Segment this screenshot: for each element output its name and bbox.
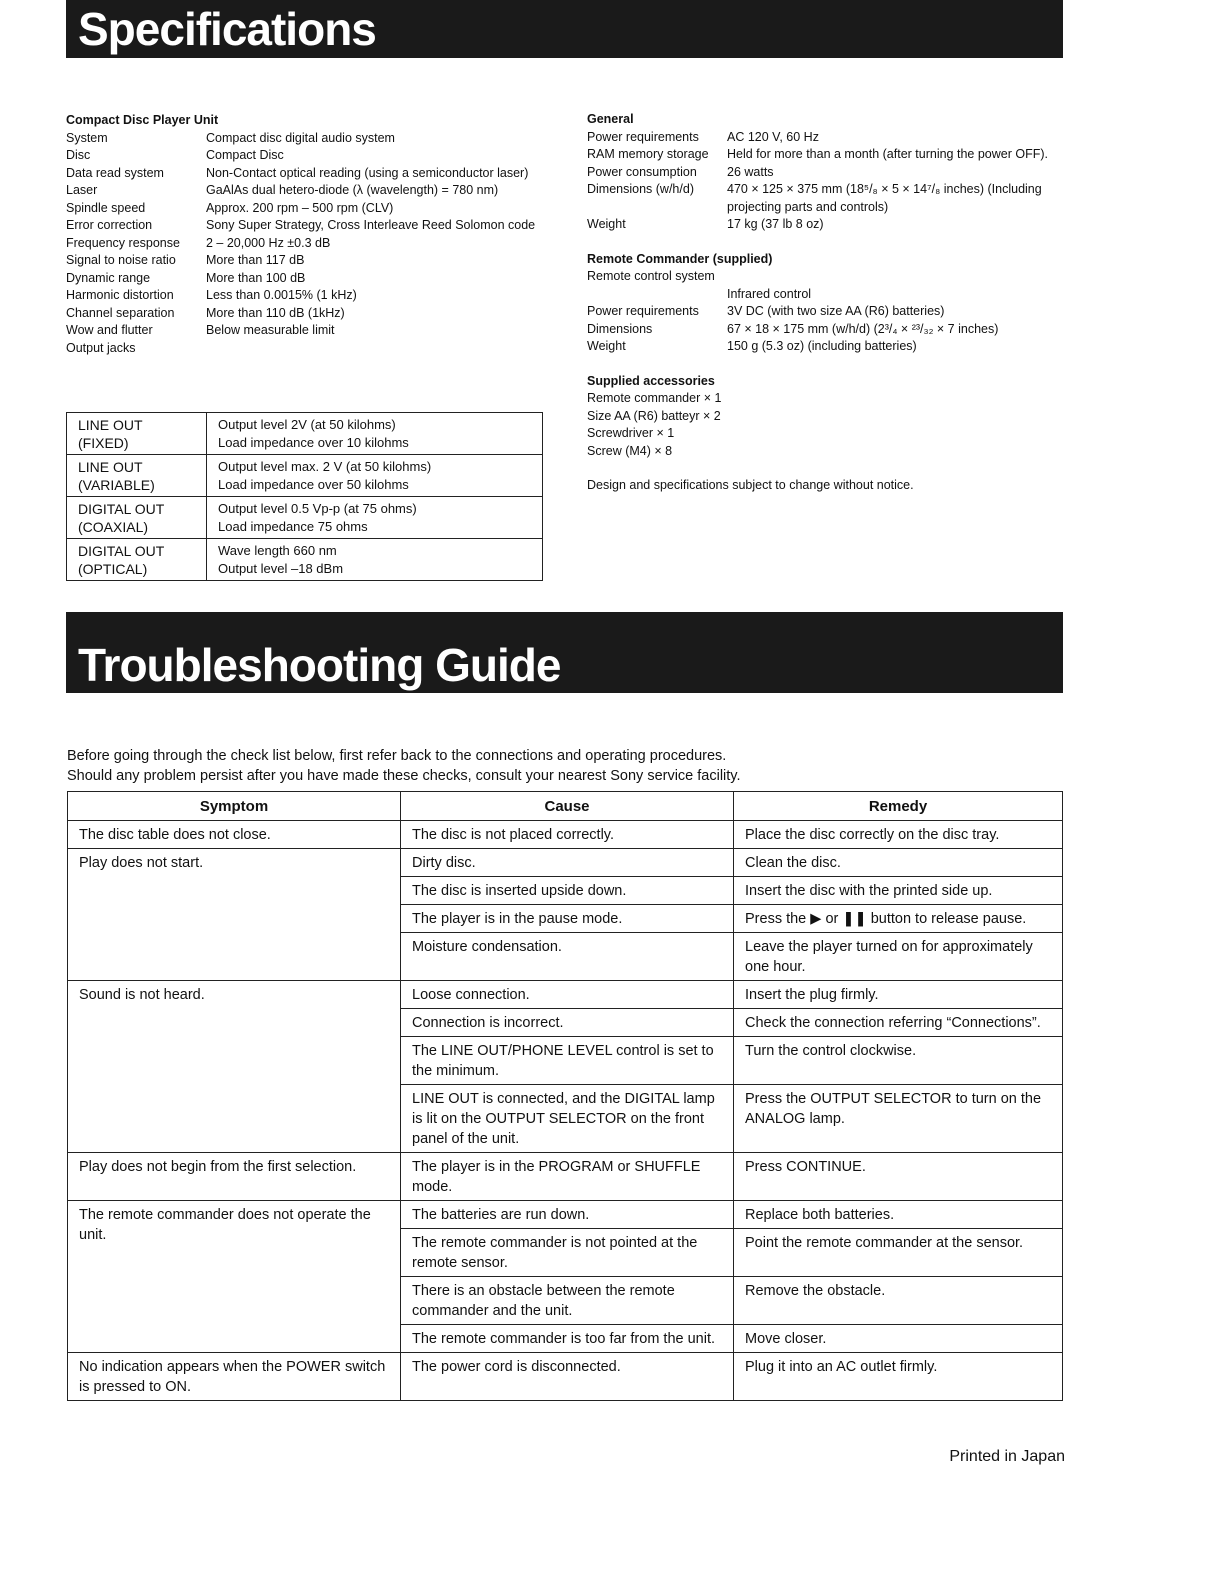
spec-value: 67 × 18 × 175 mm (w/h/d) (2³/₄ × ²³/₃₂ × 7 inches) <box>727 321 999 336</box>
symptom-cell: The remote commander does not operate the unit. <box>68 1201 401 1353</box>
accessories-heading: Supplied accessories <box>587 373 715 388</box>
jack-spec: Output level 0.5 Vp-p (at 75 ohms) <box>218 501 417 516</box>
cause-cell: The disc is inserted upside down. <box>401 877 734 905</box>
table-row <box>68 981 1063 1009</box>
cause-cell: The power cord is disconnected. <box>401 1353 734 1401</box>
jack-row <box>67 413 543 455</box>
spec-value: More than 117 dB <box>206 253 305 267</box>
jack-spec-cell <box>207 497 543 539</box>
spec-label: Power consumption <box>587 164 697 179</box>
spec-row <box>587 146 1057 164</box>
troubleshooting-title: Troubleshooting Guide <box>78 639 561 691</box>
spec-label: Output jacks <box>66 340 136 355</box>
spec-label: System <box>66 130 108 145</box>
intro-line: Should any problem persist after you have made these checks, consult your nearest Sony service facility. <box>67 767 741 784</box>
jack-name-cell <box>67 497 207 539</box>
remote-system-row <box>587 286 1057 304</box>
cause-cell: The batteries are run down. <box>401 1201 734 1229</box>
cause-cell: Loose connection. <box>401 981 734 1009</box>
spec-label: Laser <box>66 183 98 197</box>
jack-name: LINE OUT <box>78 417 143 433</box>
remedy-cell: Leave the player turned on for approximately one hour. <box>734 933 1063 981</box>
jack-name: (FIXED) <box>78 435 129 451</box>
remote-system-label: Remote control system <box>587 269 715 283</box>
remedy-cell: Check the connection referring “Connections”. <box>734 1009 1063 1037</box>
spec-label: Frequency response <box>66 235 180 250</box>
jack-row <box>67 539 543 581</box>
spec-value <box>206 340 546 358</box>
jack-name: (OPTICAL) <box>78 561 148 577</box>
spec-row <box>66 270 546 288</box>
spec-label: Channel separation <box>66 305 175 320</box>
jack-row <box>67 455 543 497</box>
cause-cell: The remote commander is too far from the unit. <box>401 1325 734 1353</box>
table-row <box>68 1201 1063 1229</box>
remedy-cell: Press the OUTPUT SELECTOR to turn on the ANALOG lamp. <box>734 1085 1063 1153</box>
jack-name: LINE OUT <box>78 459 143 475</box>
remedy-cell: Remove the obstacle. <box>734 1277 1063 1325</box>
spec-row <box>66 235 546 253</box>
spec-row <box>66 217 546 235</box>
remote-heading: Remote Commander (supplied) <box>587 251 773 266</box>
spec-value: Sony Super Strategy, Cross Interleave Reed Solomon code <box>206 218 536 232</box>
remedy-cell: Point the remote commander at the sensor. <box>734 1229 1063 1277</box>
jack-spec-cell <box>207 413 543 455</box>
cause-cell: LINE OUT is connected, and the DIGITAL lamp is lit on the OUTPUT SELECTOR on the front panel of the unit. <box>401 1085 734 1153</box>
cause-cell: The remote commander is not pointed at the remote sensor. <box>401 1229 734 1277</box>
spec-label: RAM memory storage <box>587 147 709 161</box>
remedy-cell: Move closer. <box>734 1325 1063 1353</box>
jack-spec: Load impedance 75 ohms <box>218 519 368 534</box>
spec-label: Power requirements <box>587 129 699 144</box>
intro-line: Before going through the check list below, first refer back to the connections and operating procedures. <box>67 748 727 764</box>
spec-row <box>587 216 1057 234</box>
symptom-cell: The disc table does not close. <box>68 821 401 849</box>
jack-name: DIGITAL OUT <box>78 501 165 517</box>
cause-cell: The player is in the pause mode. <box>401 905 734 933</box>
jack-spec: Wave length 660 nm <box>218 543 337 558</box>
spec-label: Dimensions <box>587 321 653 336</box>
jack-spec: Output level max. 2 V (at 50 kilohms) <box>218 459 432 474</box>
jack-name-cell <box>67 539 207 581</box>
jack-name: DIGITAL OUT <box>78 543 165 559</box>
jack-row <box>67 497 543 539</box>
cause-cell: Moisture condensation. <box>401 933 734 981</box>
spec-label: Power requirements <box>587 304 699 318</box>
accessory-item: Remote commander × 1 <box>587 391 722 405</box>
jack-name: (COAXIAL) <box>78 519 149 535</box>
spec-row <box>66 182 546 200</box>
jack-spec: Output level –18 dBm <box>218 561 344 576</box>
spec-value: 150 g (5.3 oz) (including batteries) <box>727 339 917 353</box>
cause-cell: There is an obstacle between the remote commander and the unit. <box>401 1277 734 1325</box>
remedy-cell: Press the ▶ or ❚❚ button to release pause. <box>734 905 1063 933</box>
spec-label: Data read system <box>66 165 164 180</box>
spec-row <box>66 305 546 323</box>
spec-row <box>66 147 546 165</box>
jack-spec-cell <box>207 455 543 497</box>
cause-cell: Dirty disc. <box>401 849 734 877</box>
spec-notice: Design and specifications subject to change without notice. <box>587 478 914 492</box>
spec-row <box>66 200 546 218</box>
cd-unit-rows <box>66 130 546 358</box>
table-row <box>68 1153 1063 1201</box>
remedy-cell: Insert the plug firmly. <box>734 981 1063 1009</box>
jack-name-cell <box>67 413 207 455</box>
spec-label: Dimensions (w/h/d) <box>587 182 694 196</box>
cd-unit-heading: Compact Disc Player Unit <box>66 113 219 127</box>
jack-spec: Output level 2V (at 50 kilohms) <box>218 417 396 432</box>
spec-label: Wow and flutter <box>66 323 153 337</box>
spec-row <box>66 322 546 340</box>
output-jacks-table <box>66 412 543 581</box>
spec-row <box>66 340 546 358</box>
accessory-item: Screwdriver × 1 <box>587 426 675 440</box>
jack-name-cell <box>67 455 207 497</box>
remedy-cell: Press CONTINUE. <box>734 1153 1063 1201</box>
remote-rows <box>587 303 1057 356</box>
symptom-cell: Play does not begin from the first selection. <box>68 1153 401 1201</box>
jack-spec-cell <box>207 539 543 581</box>
cause-cell: The disc is not placed correctly. <box>401 821 734 849</box>
jack-spec: Load impedance over 50 kilohms <box>218 477 409 492</box>
symptom-header: Symptom <box>68 792 401 821</box>
spec-row <box>587 321 1057 339</box>
remedy-cell: Turn the control clockwise. <box>734 1037 1063 1085</box>
printed-in-footer: Printed in Japan <box>949 1448 1065 1465</box>
spec-row <box>587 338 1057 356</box>
spec-row <box>66 165 546 183</box>
spec-value: Non-Contact optical reading (using a semiconductor laser) <box>206 165 529 180</box>
spec-value: AC 120 V, 60 Hz <box>727 129 819 144</box>
spec-label: Disc <box>66 148 91 162</box>
remedy-cell: Place the disc correctly on the disc tray. <box>734 821 1063 849</box>
cause-cell: The LINE OUT/PHONE LEVEL control is set to the minimum. <box>401 1037 734 1085</box>
general-rows <box>587 129 1057 234</box>
spec-value: Compact Disc <box>206 148 284 162</box>
symptom-cell: Sound is not heard. <box>68 981 401 1153</box>
spec-value: 17 kg (37 lb 8 oz) <box>727 217 824 231</box>
accessory-list <box>587 390 1057 460</box>
spec-label: Signal to noise ratio <box>66 253 176 267</box>
spec-label: Weight <box>587 339 626 353</box>
symptom-cell: No indication appears when the POWER switch is pressed to ON. <box>68 1353 401 1401</box>
spec-row <box>587 181 1057 216</box>
remedy-cell: Clean the disc. <box>734 849 1063 877</box>
remedy-cell: Replace both batteries. <box>734 1201 1063 1229</box>
troubleshooting-table <box>67 791 1063 1401</box>
table-header-row <box>68 792 1063 821</box>
remedy-cell: Insert the disc with the printed side up. <box>734 877 1063 905</box>
cause-cell: Connection is incorrect. <box>401 1009 734 1037</box>
spec-row <box>587 129 1057 147</box>
troubleshooting-banner <box>66 612 1063 693</box>
specifications-banner <box>66 0 1063 58</box>
troubleshooting-intro <box>67 747 741 786</box>
spec-value: GaAlAs dual hetero-diode (λ (wavelength) = 780 nm) <box>206 183 499 197</box>
spec-label: Spindle speed <box>66 200 146 215</box>
spec-row <box>66 287 546 305</box>
table-row <box>68 1353 1063 1401</box>
cd-unit-specs <box>66 112 546 357</box>
spec-label: Harmonic distortion <box>66 288 174 302</box>
spec-value: More than 100 dB <box>206 270 306 285</box>
spec-value: 26 watts <box>727 164 774 179</box>
cause-header: Cause <box>401 792 734 821</box>
spec-row <box>66 130 546 148</box>
specifications-title: Specifications <box>78 3 376 55</box>
table-row <box>68 821 1063 849</box>
spec-value: Below measurable limit <box>206 323 335 337</box>
spec-value: Compact disc digital audio system <box>206 130 395 145</box>
remedy-cell: Plug it into an AC outlet firmly. <box>734 1353 1063 1401</box>
spec-value: More than 110 dB (1kHz) <box>206 305 345 320</box>
spec-value: 3V DC (with two size AA (R6) batteries) <box>727 304 945 318</box>
spec-label: Weight <box>587 217 626 231</box>
jack-name: (VARIABLE) <box>78 477 155 493</box>
spec-value: 470 × 125 × 375 mm (18⁵/₈ × 5 × 14⁷/₈ inches) (Including projecting parts and controls) <box>727 182 1042 214</box>
table-row <box>68 849 1063 877</box>
spec-label: Error correction <box>66 218 153 232</box>
accessory-item: Size AA (R6) batteyr × 2 <box>587 408 721 423</box>
general-specs-column <box>587 111 1057 495</box>
spec-row <box>587 164 1057 182</box>
accessory-item: Screw (M4) × 8 <box>587 443 673 458</box>
remedy-header: Remedy <box>734 792 1063 821</box>
jack-spec: Load impedance over 10 kilohms <box>218 435 409 450</box>
spec-value: 2 – 20,000 Hz ±0.3 dB <box>206 235 331 250</box>
spec-label: Dynamic range <box>66 270 151 285</box>
remote-system-value: Infrared control <box>727 286 812 301</box>
spec-value: Less than 0.0015% (1 kHz) <box>206 288 357 302</box>
spec-row <box>66 252 546 270</box>
spec-value: Approx. 200 rpm – 500 rpm (CLV) <box>206 200 394 215</box>
spec-row <box>587 303 1057 321</box>
general-heading: General <box>587 112 634 126</box>
symptom-cell: Play does not start. <box>68 849 401 981</box>
cause-cell: The player is in the PROGRAM or SHUFFLE mode. <box>401 1153 734 1201</box>
spec-value: Held for more than a month (after turning the power OFF). <box>727 147 1048 161</box>
